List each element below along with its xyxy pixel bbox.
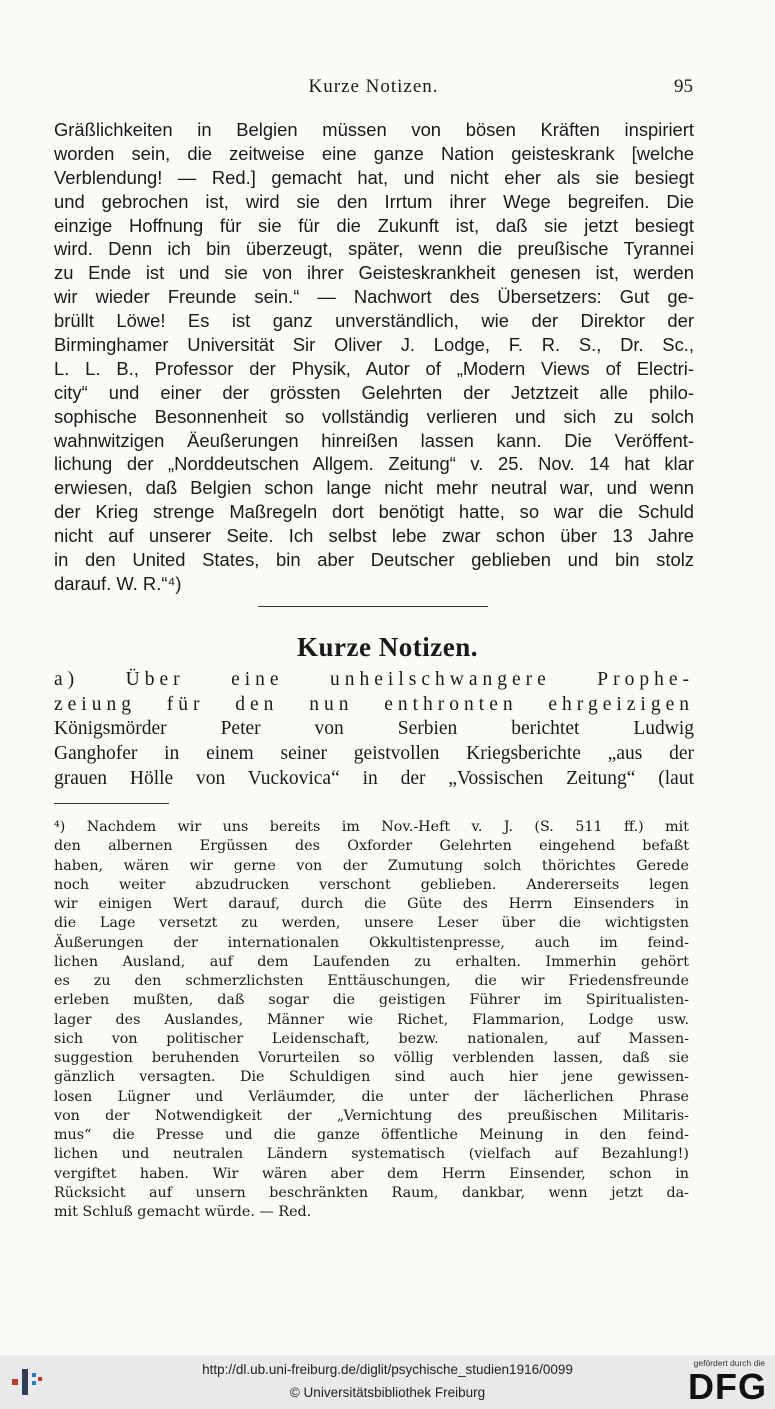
text-line: Verblendung! — Red.] gemacht hat, und nicht eher als sie besiegt [54, 166, 694, 188]
footnote-line: lichen und neutralen Ländern systematisch (vielfach auf Bezahlung!) [54, 1146, 689, 1163]
footnote-line: von der Notwendigkeit der „Vernichtung des preußischen Militaris- [54, 1107, 689, 1124]
text-line: Königsmörder Peter von Serbien berichtet Ludwig [54, 718, 694, 740]
text-line: nicht auf unserer Seite. Ich selbst lebe zwar schon über 13 Jahre [54, 525, 694, 547]
footnote-line: erleben mußten, daß sogar die geistigen Führer im Spiritualisten- [54, 992, 689, 1009]
footnote-line: es zu den schmerzlichsten Enttäuschungen, die wir Friedensfreunde [54, 973, 689, 989]
body-paragraph [54, 118, 694, 596]
footnote [54, 818, 689, 1222]
permalink-link[interactable]: http://dl.ub.uni-freiburg.de/diglit/psychische_studien1916/0099 [202, 1362, 573, 1377]
text-line: brüllt Löwe! Es ist ganz unverständlich, wie der Direktor der [54, 310, 694, 332]
text-line: a) Über eine unheilschwangere Prophe- [54, 669, 694, 690]
page-number: 95 [674, 76, 693, 97]
text-line: Gräßlichkeiten in Belgien müssen von bösen Kräften inspiriert [54, 119, 694, 140]
note-a-paragraph [54, 668, 694, 791]
footnote-line: gänzlich versagten. Die Schuldigen sind auch hier jene gewissen- [54, 1069, 689, 1086]
text-line: Ganghofer in einem seiner geistvollen Kriegsberichte „aus der [54, 743, 694, 765]
footnote-line: mit Schluß gemacht würde. — Red. [54, 1204, 312, 1220]
text-line: wird. Denn ich bin überzeugt, später, wenn die preußische Tyrannei [54, 238, 694, 260]
footnote-line: lager des Auslandes, Männer wie Richet, Flammarion, Lodge usw. [54, 1011, 689, 1028]
text-line: zu Ende ist und sie von ihrer Geisteskrankheit genesen ist, werden [54, 262, 694, 284]
footnote-line: lichen Ausland, auf dem Laufenden zu erhalten. Immerhin gehört [54, 953, 689, 970]
text-line: L. L. B., Professor der Physik, Autor of „Modern Views of Electri- [54, 357, 694, 379]
footnote-line: losen Lügner und Verläumder, die unter der lächerlichen Phrase [54, 1088, 689, 1105]
text-line: Birminghamer Universität Sir Oliver J. Lodge, F. R. S., Dr. Sc., [54, 334, 694, 356]
text-line: und gebrochen ist, wird sie den Irrtum ihrer Wege begreifen. Die [54, 190, 694, 212]
footnote-line: haben, wären wir gerne von der Zumutung solch thörichtes Gerede [54, 857, 689, 874]
footnote-line: suggestion beruhenden Vorurteilen so völlig verblenden lassen, daß sie [54, 1050, 689, 1066]
footnote-line: Rücksicht auf unsern beschränkten Raum, dankbar, wenn jetzt da- [54, 1184, 689, 1201]
text-line: lichung der „Norddeutschen Allgem. Zeitung“ v. 25. Nov. 14 hat klar [54, 453, 694, 475]
footnote-line: noch weiter abzudrucken verschont geblieben. Andererseits legen [54, 876, 689, 893]
text-line: der Krieg strenge Maßregeln dort benötigt hatte, so war die Schuld [54, 501, 694, 523]
running-title: Kurze Notizen. [308, 76, 439, 97]
footnote-line: wir einigen Wert darauf, durch die Güte des Herrn Einsenders in [54, 896, 689, 912]
footnote-line: die Lage versetzt zu werden, unsere Leser über die wichtigsten [54, 915, 689, 932]
text-line: sophische Besonnenheit so vollständig verlieren und sich zu solch [54, 405, 694, 427]
footnote-line: sich von politischer Leidenschaft, bezw. nationalen, auf Massen- [54, 1030, 689, 1047]
dfg-caption: gefördert durch die [693, 1358, 765, 1368]
footnote-rule [54, 803, 169, 804]
text-line: zeiung für den nun enthronten ehrgeizigen [54, 693, 694, 715]
text-line: wahnwitzigen Äeußerungen hinreißen lassen kann. Die Veröffent- [54, 429, 694, 451]
footnote-line: ⁴) Nachdem wir uns bereits im Nov.-Heft v. J. (S. 511 ff.) mit [54, 819, 689, 835]
footnote-line: mus“ die Presse und die ganze öffentliche Meinung in den feind- [54, 1127, 689, 1143]
running-head [54, 76, 693, 102]
text-line: darauf. W. R.“⁴) [54, 572, 182, 594]
text-line: einzige Hoffnung für sie für die Zukunft ist, daß sie jetzt besiegt [54, 214, 694, 236]
text-line: erwiesen, daß Belgien schon lange nicht mehr neutral war, und wenn [54, 477, 694, 499]
text-line: in den United States, bin aber Deutscher geblieben und bin stolz [54, 549, 694, 571]
viewer-footer [0, 1355, 775, 1409]
text-line: grauen Hölle von Vuckovica“ in der „Vossischen Zeitung“ (laut [54, 767, 694, 789]
footnote-line: Äußerungen der internationalen Okkultistenpresse, auch im feind- [54, 934, 689, 951]
text-line: city“ und einer der grössten Gelehrten der Jetztzeit alle philo- [54, 381, 694, 403]
dfg-logo: DFG [688, 1366, 767, 1407]
text-line: worden sein, die zeitweise eine ganze Nation geisteskrank [welche [54, 142, 694, 164]
copyright-notice: © Universitätsbibliothek Freiburg [289, 1385, 486, 1400]
footnote-line: den albernen Ergüssen des Oxforder Gelehrten eingehend befaßt [54, 838, 689, 855]
text-line: wir wieder Freunde sein.“ — Nachwort des Übersetzers: Gut ge- [54, 286, 694, 308]
section-divider [258, 606, 488, 607]
footnote-line: vergiftet haben. Wir wären aber dem Herrn Einsender, schon in [54, 1165, 689, 1182]
section-heading: Kurze Notizen. [297, 632, 478, 662]
